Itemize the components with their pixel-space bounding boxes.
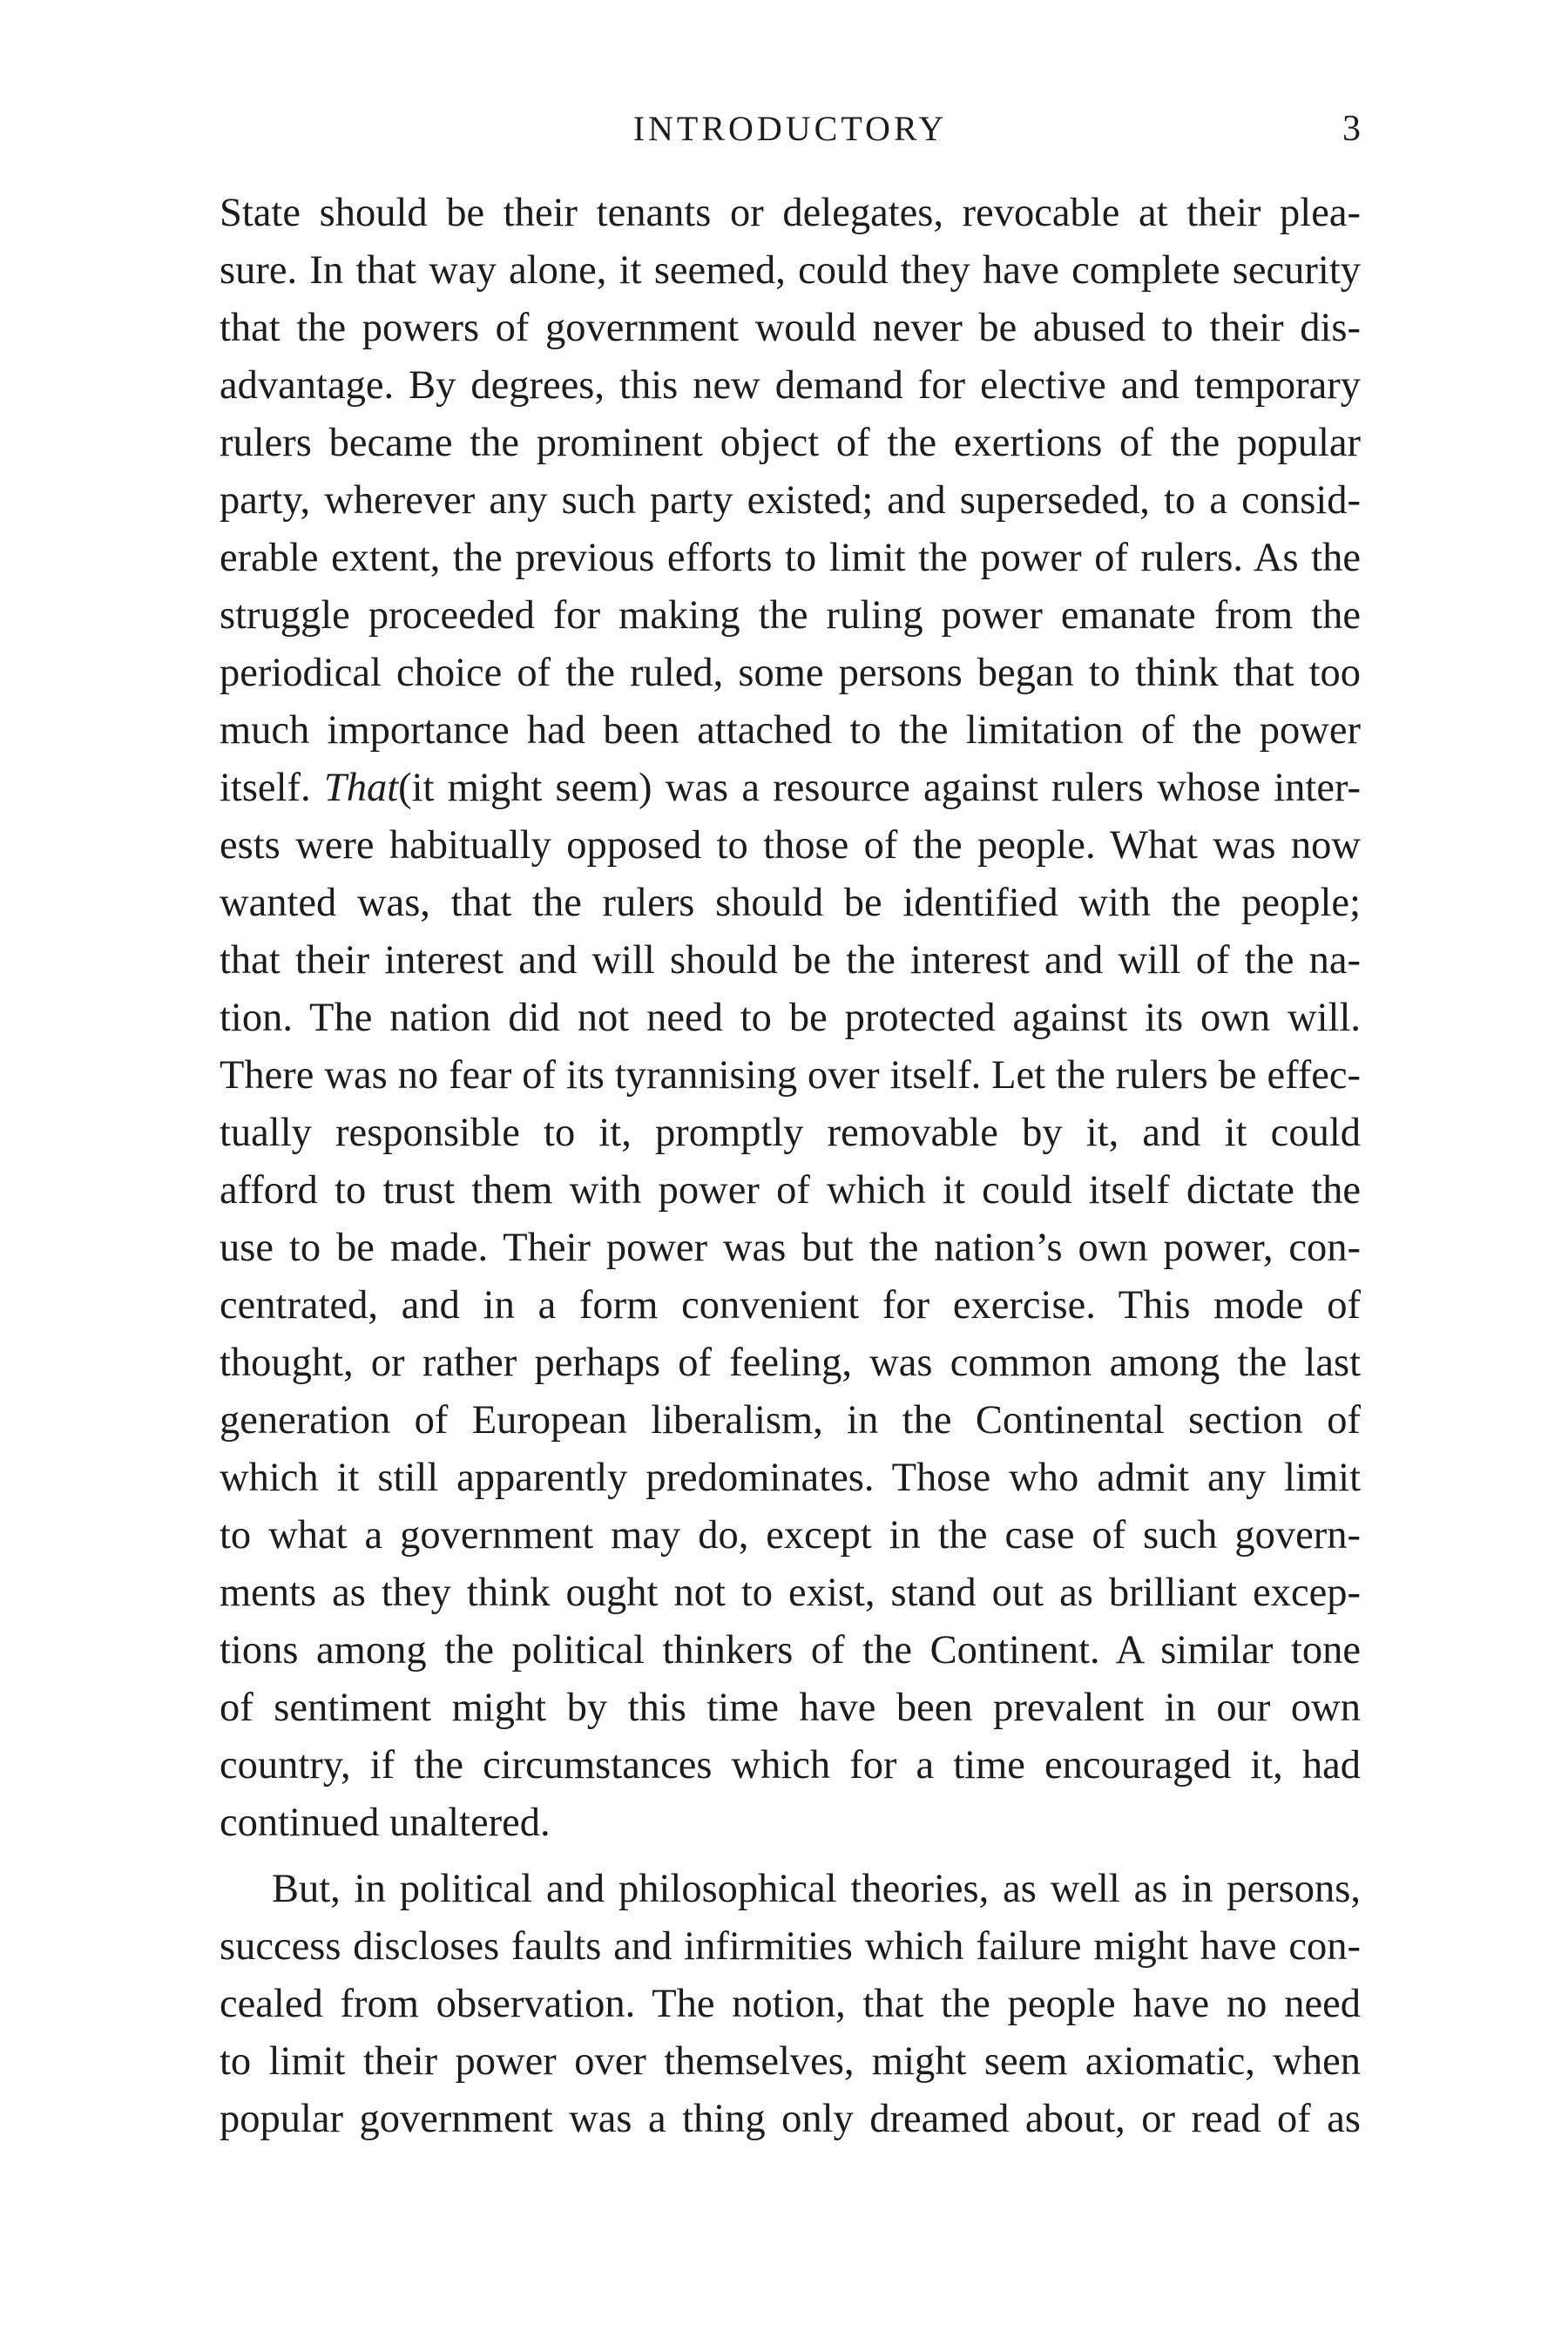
text-line: popular government was a thing only dreamed about, or read of as [220,2097,1361,2141]
emphasis-that: That [323,766,399,810]
text-line: cealed from observation. The notion, that the people have no need [220,1982,1361,2026]
text-line: There was no fear of its tyrannising over itself. Let the rulers be effec- [220,1053,1361,1098]
body-text [220,185,1361,2148]
text-line: erable extent, the previous efforts to limit the power of rulers. As the [220,536,1361,580]
text-segment: (it might seem) was a resource against rulers whose inter- [398,766,1361,810]
paragraph-1 [220,185,1361,1852]
text-line [220,760,1361,817]
text-line: periodical choice of the ruled, some persons began to think that too [220,651,1361,695]
text-line: of sentiment might by this time have been prevalent in our own [220,1686,1361,1730]
text-line: sure. In that way alone, it seemed, could they have complete security [220,248,1361,293]
text-line: tions among the political thinkers of the Continent. A similar tone [220,1628,1361,1673]
text-line: ments as they think ought not to exist, stand out as brilliant excep- [220,1571,1361,1615]
text-line: which it still apparently predominates. Those who admit any limit [220,1456,1361,1500]
text-line: ests were habitually opposed to those of the people. What was now [220,823,1361,868]
text-line: continued unaltered. [220,1801,551,1845]
text-line: tion. The nation did not need to be protected against its own will. [220,996,1361,1040]
text-line: generation of European liberalism, in the Continental section of [220,1398,1361,1443]
text-line: to limit their power over themselves, might seem axiomatic, when [220,2039,1361,2084]
paragraph-2 [220,1861,1361,2148]
text-line: wanted was, that the rulers should be identified with the people; [220,881,1361,925]
text-line: much importance had been attached to the limitation of the power [220,708,1361,753]
running-head [220,103,1361,155]
text-line: country, if the circumstances which for a time encouraged it, had [220,1743,1361,1788]
text-line: struggle proceeded for making the ruling power emanate from the [220,593,1361,638]
text-line: rulers became the prominent object of the exertions of the popular [220,421,1361,465]
text-line: advantage. By degrees, this new demand for elective and temporary [220,363,1361,408]
text-line: State should be their tenants or delegates, revocable at their plea- [220,191,1361,235]
text-line: centrated, and in a form convenient for exercise. This mode of [220,1283,1361,1328]
text-line: that the powers of government would never be abused to their dis- [220,306,1361,350]
text-line: to what a government may do, except in the case of such govern- [220,1513,1361,1558]
text-line: use to be made. Their power was but the nation’s own power, con- [220,1226,1361,1270]
text-line: that their interest and will should be the interest and will of the na- [220,938,1361,983]
text-segment: itself. [220,766,324,810]
text-line: thought, or rather perhaps of feeling, was common among the last [220,1341,1361,1385]
text-line: afford to trust them with power of which it could itself dictate the [220,1168,1361,1213]
running-title: INTRODUCTORY [632,109,948,148]
page-number: 3 [1342,109,1361,149]
text-line: tually responsible to it, promptly removable by it, and it could [220,1111,1361,1155]
text-line: success discloses faults and infirmities which failure might have con- [220,1924,1361,1969]
text-line: But, in political and philosophical theories, as well as in persons, [272,1867,1361,1911]
text-line: party, wherever any such party existed; and superseded, to a consid- [220,478,1361,523]
